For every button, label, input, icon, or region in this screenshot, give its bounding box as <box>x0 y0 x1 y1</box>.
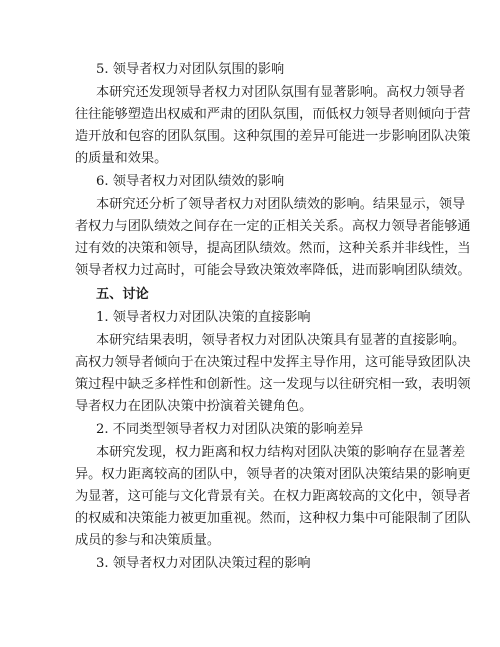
paragraph-line: 的质量和效果。 <box>75 151 168 166</box>
subheading-direct-impact: 1. 领导者权力对团队决策的直接影响 <box>96 310 311 325</box>
paragraph-line: 领导者权力过高时，可能会导致决策效率降低，进而影响团队绩效。 <box>75 263 471 278</box>
subheading-decision-process: 3. 领导者权力对团队决策过程的影响 <box>96 556 311 571</box>
paragraph-line: 本研究还分析了领导者权力对团队绩效的影响。结果显示，领导 <box>96 197 466 212</box>
paragraph-line: 本研究发现，权力距离和权力结构对团队决策的影响存在显著差 <box>96 445 466 460</box>
paragraph-line: 本研究还发现领导者权力对团队氛围有显著影响。高权力领导者 <box>96 85 466 100</box>
paragraph-line: 的权威和决策能力被更加重视。然而，这种权力集中可能限制了团队 <box>75 511 471 526</box>
paragraph-line: 成员的参与和决策质量。 <box>75 533 221 548</box>
section-heading-discussion: 五、讨论 <box>96 287 149 302</box>
paragraph-line: 为显著，这可能与文化背景有关。在权力距离较高的文化中，领导者 <box>75 489 471 504</box>
subheading-power-type-differences: 2. 不同类型领导者权力对团队决策的影响差异 <box>96 422 364 437</box>
paragraph-line: 过有效的决策和领导，提高团队绩效。然而，这种关系并非线性，当 <box>75 241 471 256</box>
paragraph-line: 异。权力距离较高的团队中，领导者的决策对团队决策结果的影响更 <box>75 467 471 482</box>
paragraph-line: 往往能够塑造出权威和严肃的团队氛围，而低权力领导者则倾向于营 <box>75 107 471 122</box>
paragraph-line: 者权力与团队绩效之间存在一定的正相关关系。高权力领导者能够通 <box>75 219 471 234</box>
paragraph-line: 导者权力在团队决策中扮演着关键角色。 <box>75 399 313 414</box>
paragraph-line: 造开放和包容的团队氛围。这种氛围的差异可能进一步影响团队决策 <box>75 129 471 144</box>
paragraph-line: 高权力领导者倾向于在决策过程中发挥主导作用，这可能导致团队决 <box>75 355 471 370</box>
subheading-team-performance: 6. 领导者权力对团队绩效的影响 <box>96 174 285 189</box>
paragraph-line: 本研究结果表明，领导者权力对团队决策具有显著的直接影响。 <box>96 333 466 348</box>
paragraph-line: 策过程中缺乏多样性和创新性。这一发现与以往研究相一致，表明领 <box>75 377 471 392</box>
subheading-team-atmosphere: 5. 领导者权力对团队氛围的影响 <box>96 62 285 77</box>
